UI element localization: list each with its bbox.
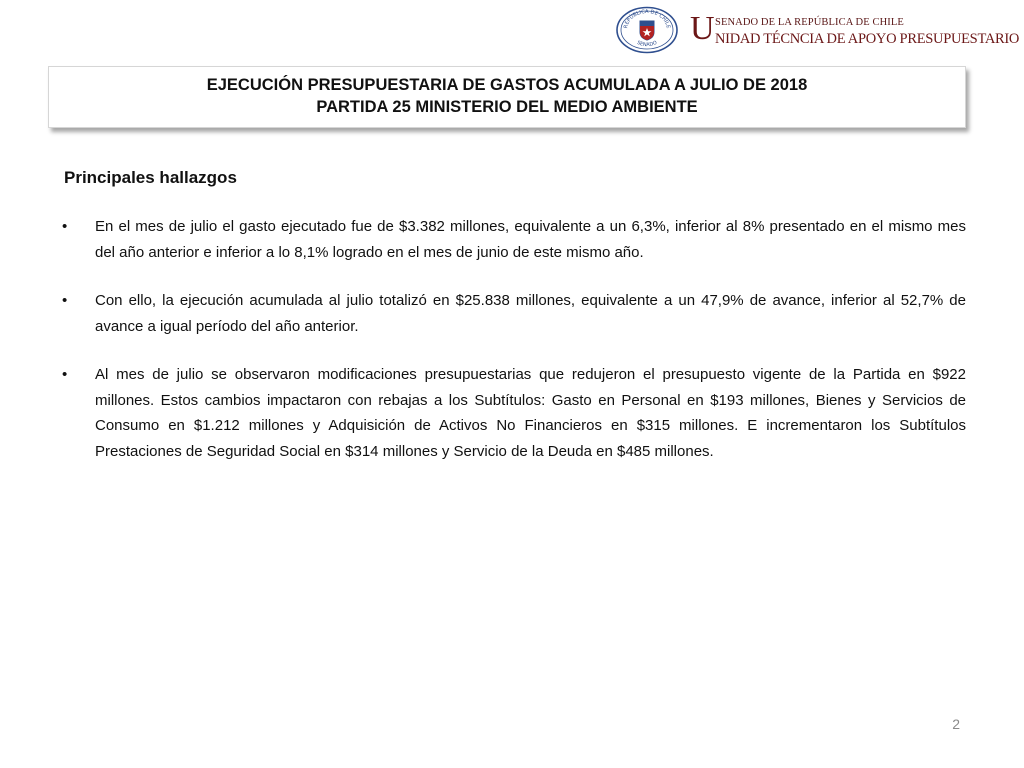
finding-item [62, 214, 966, 265]
page-number: 2 [952, 716, 960, 732]
finding-item [62, 362, 966, 464]
seal-top-text: REPÚBLICA DE CHILE [623, 8, 671, 30]
bullet-marker: • [62, 366, 68, 383]
finding-text: Al mes de julio se observaron modificaciones presupuestarias que redujeron el presupuesto vigente de la Partida en $922 millones. Estos cambios impactaron con rebajas a los Subtítulos: Gasto en Personal en $193 millones, Bienes y Servicios de Consumo en $1.212 millones y Adquisición de Activos No Financieros en $315 millones. E incrementaron los Subtítulos Prestaciones de Seguridad Social en $314 millones y Servicio de la Deuda en $485 millones. [95, 366, 966, 460]
finding-item [62, 288, 966, 339]
finding-text: Con ello, la ejecución acumulada al julio totalizó en $25.838 millones, equivalente a un 47,9% de avance, inferior al 52,7% de avance a igual período del año anterior. [95, 292, 966, 335]
unit-logo-name: NIDAD TÉCNCIA DE APOYO PRESUPUESTARIO [715, 31, 1020, 47]
header-logo [612, 4, 1020, 56]
title-line-2: PARTIDA 25 MINISTERIO DEL MEDIO AMBIENTE [316, 98, 698, 116]
section-heading: Principales hallazgos [64, 168, 237, 187]
chile-senate-seal-icon [615, 6, 679, 54]
findings-list [62, 214, 966, 487]
unit-logo [690, 10, 1020, 54]
title-box [48, 66, 966, 128]
seal-bottom-text: SENADO [635, 39, 659, 49]
title-line-1: EJECUCIÓN PRESUPUESTARIA DE GASTOS ACUMULADA A JULIO DE 2018 [206, 76, 808, 94]
finding-text: En el mes de julio el gasto ejecutado fue de $3.382 millones, equivalente a un 6,3%, inferior al 8% presentado en el mismo mes del año anterior e inferior a lo 8,1% logrado en el mes de junio de este mismo año. [95, 218, 966, 261]
bullet-marker: • [62, 218, 68, 235]
bullet-marker: • [62, 292, 68, 309]
unit-logo-initial: U [690, 10, 715, 47]
unit-logo-senado: SENADO DE LA REPÚBLICA DE CHILE [715, 17, 904, 28]
